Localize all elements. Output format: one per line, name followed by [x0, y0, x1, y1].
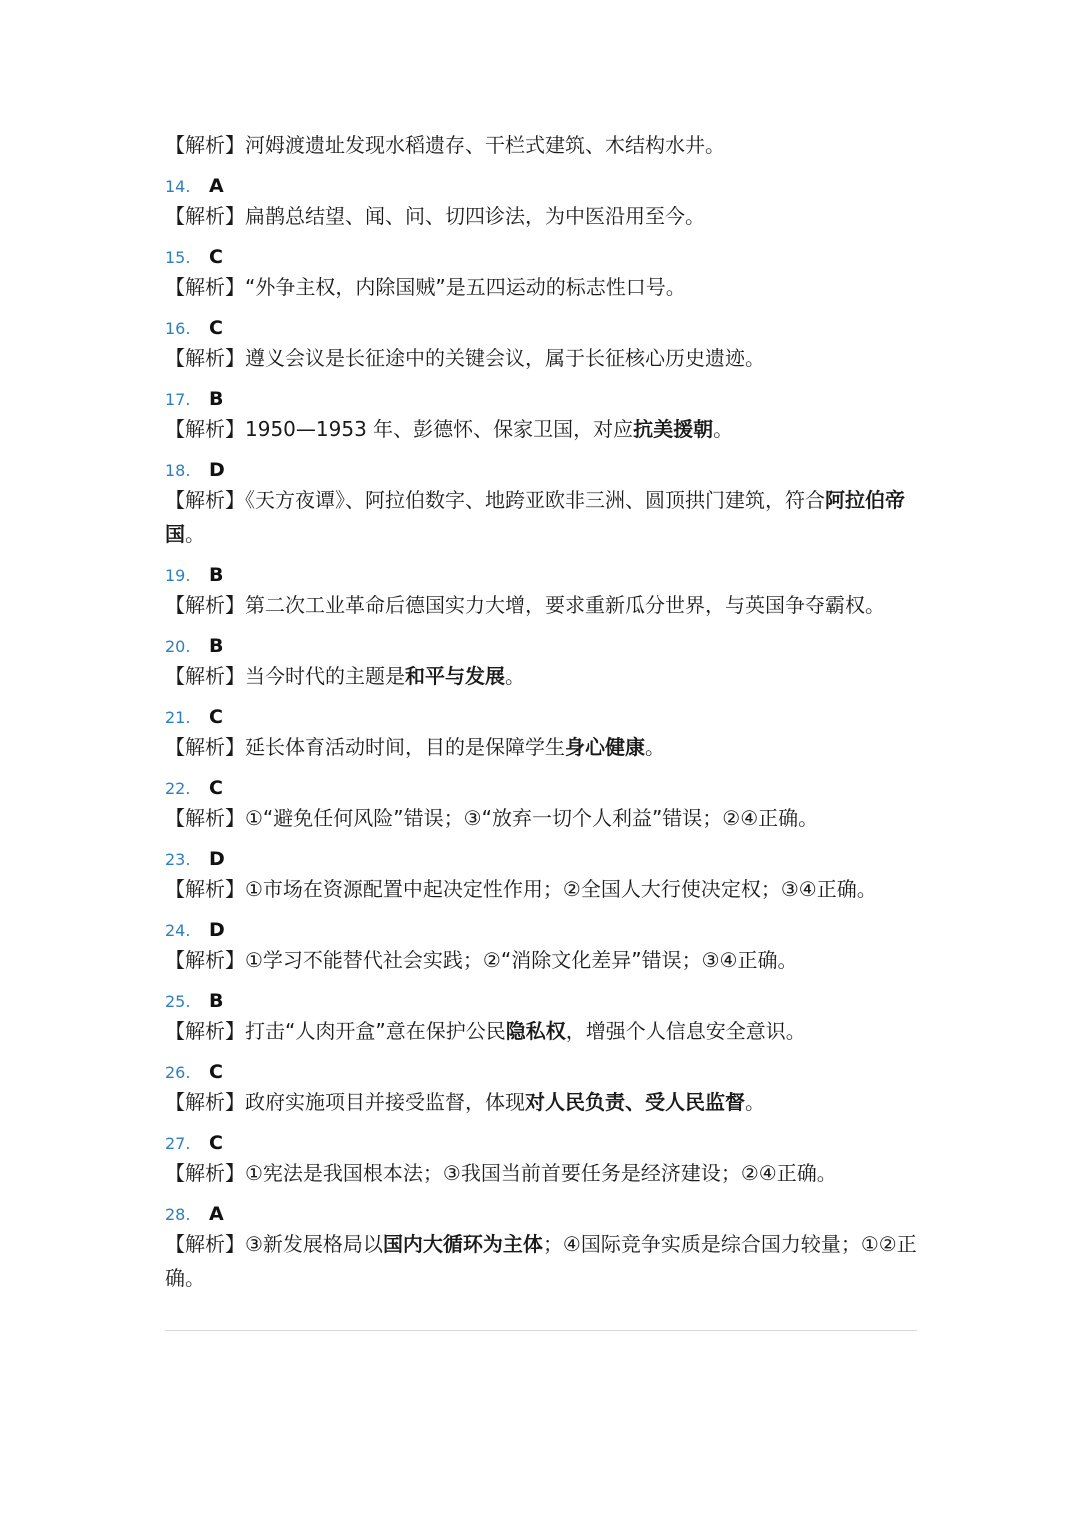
answer-item — [165, 768, 917, 835]
intro-explanation — [165, 128, 917, 162]
question-number: 23. — [165, 850, 191, 869]
explanation-key-term: 国内大循环为主体 — [382, 1232, 543, 1256]
explanation-tag: 【解析】 — [165, 593, 245, 617]
question-header — [165, 768, 917, 801]
answer-letter: B — [209, 990, 224, 1012]
explanation-tag: 【解析】 — [165, 488, 245, 512]
explanation-text: 。 — [505, 664, 525, 688]
answer-item — [165, 839, 917, 906]
answer-item — [165, 166, 917, 233]
question-number: 28. — [165, 1205, 191, 1224]
answer-item — [165, 308, 917, 375]
explanation-tag: 【解析】 — [165, 1161, 245, 1185]
question-header — [165, 981, 917, 1014]
question-number: 15. — [165, 248, 191, 267]
explanation-tag: 【解析】 — [165, 417, 245, 441]
question-header — [165, 1194, 917, 1227]
explanation-key-term: 阿拉伯帝国 — [165, 488, 905, 546]
explanation-text: 《天方夜谭》、阿拉伯数字、地跨亚欧非三洲、圆顶拱门建筑，符合 — [245, 488, 825, 512]
explanation-text: ；④国际竞争实质是综合国力较量；①②正确。 — [165, 1232, 917, 1290]
explanation-key-term: 对人民负责、受人民监督 — [525, 1090, 745, 1114]
question-header — [165, 839, 917, 872]
explanation-tag: 【解析】 — [165, 664, 245, 688]
explanation-tag: 【解析】 — [165, 346, 245, 370]
explanation — [165, 659, 917, 693]
answer-item — [165, 237, 917, 304]
answer-letter: C — [209, 1132, 223, 1154]
answer-letter: D — [209, 459, 225, 481]
answer-letter: B — [209, 635, 224, 657]
question-header — [165, 379, 917, 412]
explanation-tag: 【解析】 — [165, 1232, 245, 1256]
explanation-tag: 【解析】 — [165, 735, 245, 759]
explanation-text: ①学习不能替代社会实践；②“消除文化差异”错误；③④正确。 — [245, 948, 798, 972]
question-number: 17. — [165, 390, 191, 409]
explanation-text: ，增强个人信息安全意识。 — [565, 1019, 806, 1043]
explanation-text: 第二次工业革命后德国实力大增，要求重新瓜分世界，与英国争夺霸权。 — [245, 593, 885, 617]
explanation-key-term: 抗美援朝 — [633, 417, 714, 441]
question-number: 20. — [165, 637, 191, 656]
explanation-text: 河姆渡遗址发现水稻遗存、干栏式建筑、木结构水井。 — [245, 133, 725, 157]
answer-item — [165, 555, 917, 622]
explanation-text: ③新发展格局以 — [245, 1232, 383, 1256]
explanation-key-term: 隐私权 — [505, 1019, 566, 1043]
explanation-text: 当今时代的主题是 — [245, 664, 405, 688]
question-number: 14. — [165, 177, 191, 196]
answer-letter: A — [209, 175, 224, 197]
explanation-tag: 【解析】 — [165, 877, 245, 901]
explanation-tag: 【解析】 — [165, 204, 245, 228]
explanation-key-term: 和平与发展 — [405, 664, 505, 688]
explanation-text: ①“避免任何风险”错误；③“放弃一切个人利益”错误；②④正确。 — [245, 806, 819, 830]
explanation — [165, 1085, 917, 1119]
question-header — [165, 1123, 917, 1156]
explanation — [165, 270, 917, 304]
answer-letter: C — [209, 1061, 223, 1083]
explanation-text: 。 — [185, 522, 205, 546]
question-number: 21. — [165, 708, 191, 727]
explanation-text: 。 — [645, 735, 665, 759]
answer-item — [165, 626, 917, 693]
answer-item — [165, 1123, 917, 1190]
answer-letter: B — [209, 564, 224, 586]
question-header — [165, 1052, 917, 1085]
explanation-tag: 【解析】 — [165, 275, 245, 299]
explanation-text: 扁鹊总结望、闻、问、切四诊法，为中医沿用至今。 — [245, 204, 705, 228]
explanation-text: 遵义会议是长征途中的关键会议，属于长征核心历史遗迹。 — [245, 346, 765, 370]
answer-item — [165, 450, 917, 551]
explanation-tag: 【解析】 — [165, 133, 245, 157]
explanation — [165, 730, 917, 764]
explanation-text: 打击“人肉开盒”意在保护公民 — [245, 1019, 506, 1043]
explanation — [165, 588, 917, 622]
explanation-tag: 【解析】 — [165, 1090, 245, 1114]
answer-letter: C — [209, 317, 223, 339]
explanation-key-term: 身心健康 — [565, 735, 645, 759]
question-header — [165, 555, 917, 588]
answer-item — [165, 697, 917, 764]
answer-item — [165, 1194, 917, 1295]
explanation-text: 。 — [745, 1090, 765, 1114]
question-number: 16. — [165, 319, 191, 338]
answer-letter: C — [209, 777, 223, 799]
answer-letter: C — [209, 706, 223, 728]
answer-letter: D — [209, 919, 225, 941]
question-number: 25. — [165, 992, 191, 1011]
answer-letter: D — [209, 848, 225, 870]
explanation — [165, 341, 917, 375]
explanation-text: 1950—1953 年、彭德怀、保家卫国，对应 — [245, 417, 634, 441]
explanation-text: 延长体育活动时间，目的是保障学生 — [245, 735, 565, 759]
explanation — [165, 1014, 917, 1048]
explanation-tag: 【解析】 — [165, 948, 245, 972]
question-header — [165, 450, 917, 483]
answer-item — [165, 379, 917, 446]
explanation-text: 政府实施项目并接受监督，体现 — [245, 1090, 525, 1114]
answer-item — [165, 910, 917, 977]
answer-list — [165, 166, 917, 1295]
answer-item — [165, 981, 917, 1048]
question-number: 18. — [165, 461, 191, 480]
question-header — [165, 237, 917, 270]
explanation-text: ①宪法是我国根本法；③我国当前首要任务是经济建设；②④正确。 — [245, 1161, 837, 1185]
explanation — [165, 872, 917, 906]
question-header — [165, 626, 917, 659]
explanation-text: “外争主权，内除国贼”是五四运动的标志性口号。 — [245, 275, 686, 299]
question-header — [165, 910, 917, 943]
answer-key-page — [165, 128, 917, 1299]
answer-letter: B — [209, 388, 224, 410]
explanation-text: 。 — [713, 417, 734, 441]
answer-letter: A — [209, 1203, 224, 1225]
explanation-tag: 【解析】 — [165, 806, 245, 830]
explanation — [165, 199, 917, 233]
question-number: 22. — [165, 779, 191, 798]
question-number: 19. — [165, 566, 191, 585]
question-number: 27. — [165, 1134, 191, 1153]
question-number: 24. — [165, 921, 191, 940]
explanation — [165, 412, 917, 446]
question-number: 26. — [165, 1063, 191, 1082]
question-header — [165, 308, 917, 341]
explanation-text: ①市场在资源配置中起决定性作用；②全国人大行使决定权；③④正确。 — [245, 877, 877, 901]
explanation — [165, 1156, 917, 1190]
footer-divider — [165, 1330, 917, 1331]
explanation-tag: 【解析】 — [165, 1019, 245, 1043]
explanation — [165, 943, 917, 977]
explanation — [165, 801, 917, 835]
explanation — [165, 1227, 917, 1295]
answer-letter: C — [209, 246, 223, 268]
explanation — [165, 483, 917, 551]
question-header — [165, 697, 917, 730]
question-header — [165, 166, 917, 199]
answer-item — [165, 1052, 917, 1119]
